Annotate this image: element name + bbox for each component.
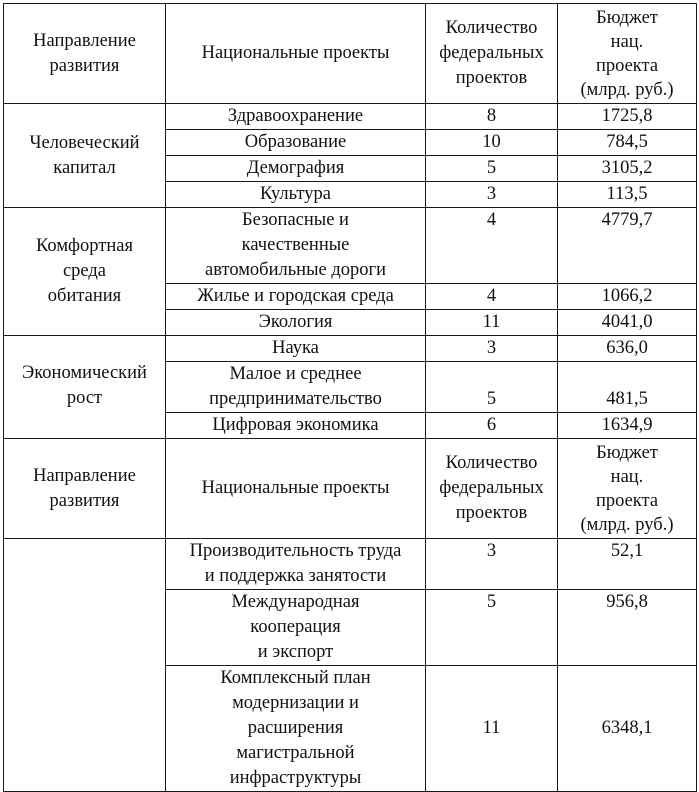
header-direction: Направление развития xyxy=(4,439,166,539)
header-budget: Бюджет нац. проекта (млрд. руб.) xyxy=(558,4,697,104)
project-cell: Культура xyxy=(166,182,426,208)
project-cell: Международная кооперация и экспорт xyxy=(166,590,426,666)
budget-cell: 1634,9 xyxy=(558,413,697,439)
header-count: Количество федеральных проектов xyxy=(426,439,558,539)
budget-cell: 4041,0 xyxy=(558,310,697,336)
header-budget: Бюджет нац. проекта (млрд. руб.) xyxy=(558,439,697,539)
count-cell: 10 xyxy=(426,130,558,156)
table-header-row xyxy=(4,4,697,104)
project-cell: Демография xyxy=(166,156,426,182)
table-row xyxy=(4,539,697,590)
direction-cell: Экономический рост xyxy=(4,336,166,439)
count-cell: 4 xyxy=(426,208,558,284)
budget-cell: 6348,1 xyxy=(558,666,697,792)
count-cell: 11 xyxy=(426,666,558,792)
table-row xyxy=(4,336,697,362)
direction-cell: Человеческий капитал xyxy=(4,104,166,208)
count-cell: 5 xyxy=(426,156,558,182)
project-cell: Цифровая экономика xyxy=(166,413,426,439)
budget-cell: 113,5 xyxy=(558,182,697,208)
header-projects: Национальные проекты xyxy=(166,439,426,539)
project-cell: Образование xyxy=(166,130,426,156)
budget-cell: 3105,2 xyxy=(558,156,697,182)
project-cell: Производительность труда и поддержка занятости xyxy=(166,539,426,590)
count-cell: 11 xyxy=(426,310,558,336)
project-cell: Здравоохранение xyxy=(166,104,426,130)
direction-cell: Комфортная среда обитания xyxy=(4,208,166,336)
project-cell: Наука xyxy=(166,336,426,362)
budget-cell: 1066,2 xyxy=(558,284,697,310)
header-count: Количество федеральных проектов xyxy=(426,4,558,104)
project-cell: Малое и среднее предпринимательство xyxy=(166,362,426,413)
count-cell: 5 xyxy=(426,362,558,413)
budget-cell: 4779,7 xyxy=(558,208,697,284)
table-row xyxy=(4,208,697,284)
header-direction: Направление развития xyxy=(4,4,166,104)
header-projects: Национальные проекты xyxy=(166,4,426,104)
budget-cell: 784,5 xyxy=(558,130,697,156)
project-cell: Комплексный план модернизации и расширения магистральной инфраструктуры xyxy=(166,666,426,792)
budget-cell: 1725,8 xyxy=(558,104,697,130)
budget-cell: 52,1 xyxy=(558,539,697,590)
count-cell: 3 xyxy=(426,182,558,208)
table-row xyxy=(4,104,697,130)
direction-cell xyxy=(4,539,166,792)
count-cell: 5 xyxy=(426,590,558,666)
count-cell: 8 xyxy=(426,104,558,130)
project-cell: Безопасные и качественные автомобильные дороги xyxy=(166,208,426,284)
budget-cell: 956,8 xyxy=(558,590,697,666)
count-cell: 3 xyxy=(426,539,558,590)
budget-cell: 636,0 xyxy=(558,336,697,362)
count-cell: 3 xyxy=(426,336,558,362)
project-cell: Жилье и городская среда xyxy=(166,284,426,310)
national-projects-table xyxy=(3,3,697,792)
count-cell: 4 xyxy=(426,284,558,310)
project-cell: Экология xyxy=(166,310,426,336)
budget-cell: 481,5 xyxy=(558,362,697,413)
table-header-row xyxy=(4,439,697,539)
count-cell: 6 xyxy=(426,413,558,439)
